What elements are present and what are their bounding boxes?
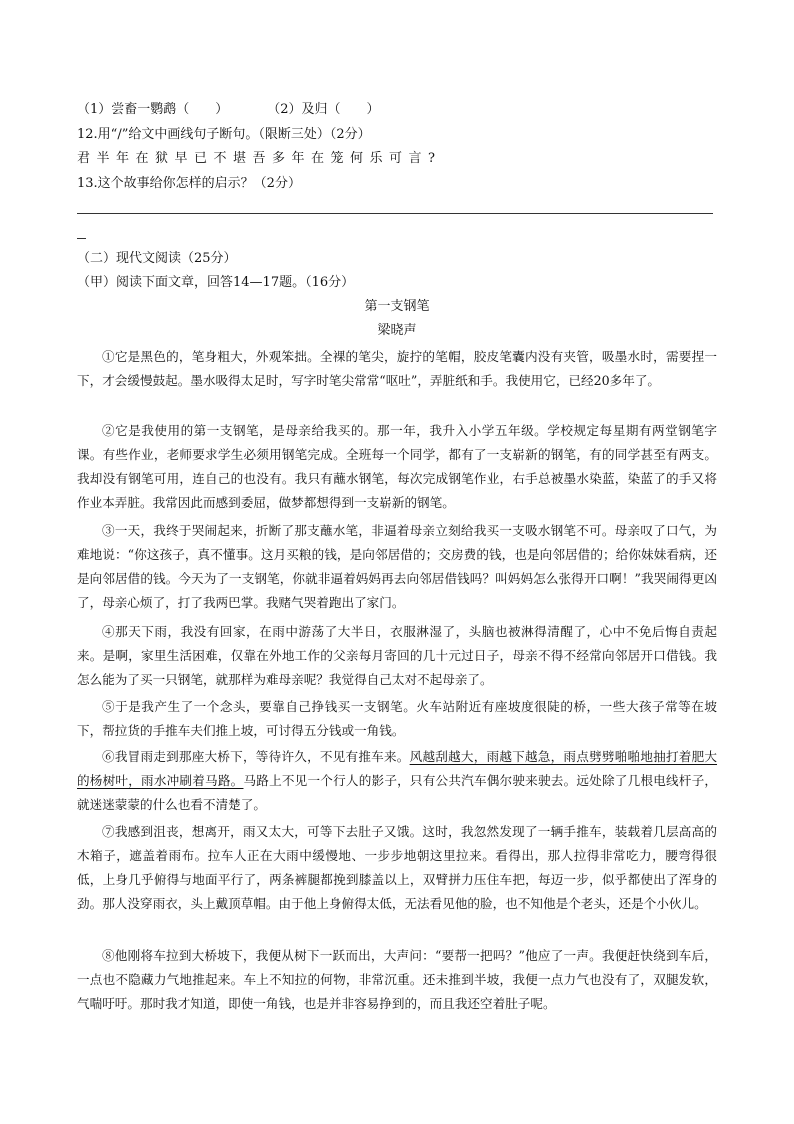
underlined-sentence: 风越刮越大，雨越下越急，雨点劈劈啪啪地抽打着肥大的杨树叶，雨水冲刷着马路。 (77, 749, 718, 788)
paragraph-1: ①它是黑色的，笔身粗大，外观笨拙。全裸的笔尖，旋拧的笔帽，胶皮笔囊内没有夹管，吸墨水时，需要捏一下，才会缓慢鼓起。墨水吸得太足时，写字时笔尖常常“呕吐”，弄脏纸和手。我使用它，已经20多年了。 (77, 349, 717, 388)
section-heading: （二）现代文阅读（25分） (77, 251, 237, 266)
paragraph-4: ④那天下雨，我没有回家，在雨中游荡了大半日，衣服淋湿了，头脑也被淋得清醒了，心中不免后悔自责起来。是啊，家里生活困难，仅靠在外地工作的父亲每月寄回的几十元过日子，母亲不得不经常向邻居开口借钱。我怎么能为了买一只钢笔，就那样为难母亲呢？我觉得自己太对不起母亲了。 (77, 624, 717, 687)
answer-line (77, 213, 713, 214)
question-11-items: （1）尝畜一鹦鹉（ ） （2）及归（ ） (77, 102, 380, 117)
paragraph-7: ⑦我感到沮丧，想离开，雨又太大，可等下去肚子又饿。这时，我忽然发现了一辆手推车，装载着几层高高的木箱子，遮盖着雨布。拉车人正在大雨中缓慢地、一步步地朝这里拉来。看得出，那人拉得非常吃力，腰弯得很低，上身几乎俯得与地面平行了，两条裤腿都挽到膝盖以上，双臂拼力压住车把，每迈一步，似乎都使出了浑身的劲。那人没穿雨衣，头上戴顶草帽。由于他上身俯得太低，无法看见他的脸，也不知他是个老头，还是个小伙儿。 (77, 824, 717, 911)
paragraph-8: ⑧他刚将车拉到大桥坡下，我便从树下一跃而出，大声问：“要帮一把吗？”他应了一声。我便赶快绕到车后，一点也不隐藏力气地推起来。车上不知拉的何物，非常沉重。还未推到半坡，我便一点力气也没有了，双腿发软，气喘吁吁。那时我才知道，即使一角钱，也是并非容易挣到的，而且我还空着肚子呢。 (77, 948, 717, 1011)
answer-line-end (77, 238, 86, 239)
question-13: 13.这个故事给你怎样的启示？（2分） (77, 176, 301, 191)
question-12: 12.用“/”给文中画线句子断句。（限断三处）（2分） (77, 127, 371, 142)
article-title: 第一支钢笔 (364, 299, 430, 314)
section-subheading: （甲）阅读下面文章，回答14—17题。（16分） (77, 275, 355, 290)
paragraph-6-end: 马路上不见一个行人的影子，只有公共汽车偶尔驶来驶去。远处除了几根电线杆子，就迷迷蒙蒙的什么也看不清楚了。 (77, 773, 718, 812)
paragraph-2: ②它是我使用的第一支钢笔，是母亲给我买的。那一年，我升入小学五年级。学校规定每星期有两堂钢笔字课。有些作业，老师要求学生必须用钢笔完成。全班每一个同学，都有了一支崭新的钢笔，有的同学甚至有两支。我却没有钢笔可用，连自己的也没有。我只有蘸水钢笔，每次完成钢笔作业，右手总被墨水染蓝，染蓝了的手又将作业本弄脏。我常因此而感到委屈，做梦都想得到一支崭新的钢笔。 (77, 423, 717, 510)
question-12-sentence: 君半年在狱早已不堪吾多年在笼何乐可言? (77, 151, 442, 166)
paragraph-5: ⑤于是我产生了一个念头，要靠自己挣钱买一支钢笔。火车站附近有座坡度很陡的桥，一些大孩子常等在坡下，帮拉货的手推车夫们推上坡，可讨得五分钱或一角钱。 (77, 699, 717, 738)
paragraph-6-start: ⑥我冒雨走到那座大桥下，等待许久，不见有推车来。 (102, 749, 410, 764)
paragraph-3: ③一天，我终于哭闹起来，折断了那支蘸水笔，非逼着母亲立刻给我买一支吸水钢笔不可。母亲叹了口气，为难地说：“你这孩子，真不懂事。这月买粮的钱，是向邻居借的；交房费的钱，也是向邻居借的；给你妹妹看病，还是向邻居借的钱。今天为了一支钢笔，你就非逼着妈妈再去向邻居借钱吗？叫妈妈怎么张得开口啊！”我哭闹得更凶了，母亲心烦了，打了我两巴掌。我赌气哭着跑出了家门。 (77, 523, 717, 610)
paragraph-6 (77, 745, 717, 817)
article-author: 梁晓声 (377, 323, 417, 338)
